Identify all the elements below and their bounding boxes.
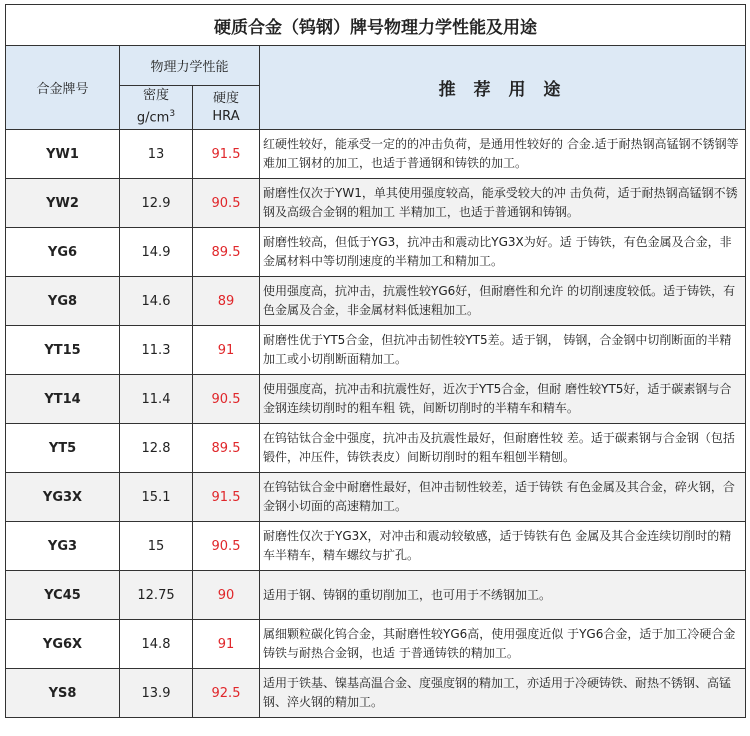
hardness-cell: 92.5 (193, 669, 260, 718)
density-cell: 12.9 (120, 179, 193, 228)
hardness-cell: 89.5 (193, 228, 260, 277)
header-density (120, 86, 193, 130)
grade-cell: YS8 (6, 669, 120, 718)
table-wrapper (5, 4, 745, 718)
hardness-cell: 89 (193, 277, 260, 326)
carbide-grade-table (5, 4, 746, 718)
table-row (6, 522, 746, 571)
grade-cell: YG8 (6, 277, 120, 326)
header-hardness-unit: HRA (212, 108, 240, 124)
use-cell: 使用强度高，抗冲击，抗震性较YG6好，但耐磨性和允许 的切削速度较低。适于铸铁，有色金属及合金，非金属材料低速粗加工。 (260, 277, 746, 326)
table-title: 硬质合金（钨钢）牌号物理力学性能及用途 (6, 5, 746, 46)
hardness-cell: 89.5 (193, 424, 260, 473)
use-cell: 耐磨性仅次于YW1，单其使用强度较高，能承受较大的冲 击负荷，适于耐热钢高锰钢不锈钢及高级合金钢的粗加工 半精加工，也适于普通钢和铸钢。 (260, 179, 746, 228)
use-cell: 耐磨性仅次于YG3X，对冲击和震动较敏感，适于铸铁有色 金属及其合金连续切削时的精车半精车，精车螺纹与扩孔。 (260, 522, 746, 571)
header-physical-properties: 物理力学性能 (120, 46, 260, 86)
grade-cell: YG3X (6, 473, 120, 522)
density-cell: 13 (120, 130, 193, 179)
use-cell: 红硬性较好，能承受一定的的冲击负荷，是通用性较好的 合金.适于耐热钢高锰钢不锈钢等难加工钢材的加工，也适于普通钢和铸铁的加工。 (260, 130, 746, 179)
use-cell: 属细颗粒碳化钨合金，其耐磨性较YG6高，使用强度近似 于YG6合金，适于加工冷硬合金铸铁与耐热合金钢，也适 于普通铸铁的精加工。 (260, 620, 746, 669)
density-cell: 13.9 (120, 669, 193, 718)
table-row (6, 571, 746, 620)
hardness-cell: 90.5 (193, 522, 260, 571)
use-cell: 使用强度高，抗冲击和抗震性好，近次于YT5合金，但耐 磨性较YT5好，适于碳素钢与合金钢连续切削时的粗车粗 铣，间断切削时的半精车和精车。 (260, 375, 746, 424)
density-cell: 12.8 (120, 424, 193, 473)
hardness-cell: 90.5 (193, 179, 260, 228)
use-cell: 适用于钢、铸钢的重切削加工，也可用于不绣钢加工。 (260, 571, 746, 620)
table-row (6, 473, 746, 522)
grade-cell: YC45 (6, 571, 120, 620)
table-row (6, 277, 746, 326)
density-cell: 15 (120, 522, 193, 571)
density-cell: 12.75 (120, 571, 193, 620)
header-hardness-label: 硬度 (212, 90, 239, 106)
use-cell: 耐磨性较高，但低于YG3，抗冲击和震动比YG3X为好。适 于铸铁，有色金属及合金，非金属材料中等切削速度的半精加工和精加工。 (260, 228, 746, 277)
header-recommended-use: 推 荐 用 途 (260, 46, 746, 130)
hardness-cell: 91.5 (193, 130, 260, 179)
use-cell: 耐磨性优于YT5合金，但抗冲击韧性较YT5差。适于钢， 铸钢，合金钢中切削断面的半精加工或小切削断面精加工。 (260, 326, 746, 375)
table-row (6, 620, 746, 669)
hardness-cell: 90.5 (193, 375, 260, 424)
density-cell: 15.1 (120, 473, 193, 522)
header-grade: 合金牌号 (6, 46, 120, 130)
header-density-unit: $g/cm^3$ (136, 109, 176, 126)
density-cell: 11.4 (120, 375, 193, 424)
hardness-cell: 90 (193, 571, 260, 620)
grade-cell: YT14 (6, 375, 120, 424)
table-row (6, 424, 746, 473)
header-hardness (193, 86, 260, 130)
density-cell: 14.6 (120, 277, 193, 326)
density-cell: 14.8 (120, 620, 193, 669)
table-row (6, 326, 746, 375)
grade-cell: YG6X (6, 620, 120, 669)
hardness-cell: 91 (193, 326, 260, 375)
density-cell: 14.9 (120, 228, 193, 277)
hardness-cell: 91.5 (193, 473, 260, 522)
table-row (6, 179, 746, 228)
grade-cell: YG3 (6, 522, 120, 571)
table-row (6, 669, 746, 718)
grade-cell: YW1 (6, 130, 120, 179)
table-row (6, 228, 746, 277)
grade-cell: YG6 (6, 228, 120, 277)
density-cell: 11.3 (120, 326, 193, 375)
grade-cell: YT5 (6, 424, 120, 473)
use-cell: 在钨钴钛合金中耐磨性最好，但冲击韧性较差，适于铸铁 有色金属及其合金，碎火钢，合金钢小切面的高速精加工。 (260, 473, 746, 522)
table-row (6, 375, 746, 424)
use-cell: 适用于铁基、镍基高温合金、度强度钢的精加工，亦适用于冷硬铸铁、耐热不锈钢、高锰钢、淬火钢的精加工。 (260, 669, 746, 718)
grade-cell: YW2 (6, 179, 120, 228)
hardness-cell: 91 (193, 620, 260, 669)
use-cell: 在钨钴钛合金中强度，抗冲击及抗震性最好，但耐磨性较 差。适于碳素钢与合金钢（包括锻件，冲压件，铸铁表皮）间断切削时的粗车粗刨半精刨。 (260, 424, 746, 473)
grade-cell: YT15 (6, 326, 120, 375)
table-row (6, 130, 746, 179)
header-density-label: 密度 (142, 88, 169, 104)
